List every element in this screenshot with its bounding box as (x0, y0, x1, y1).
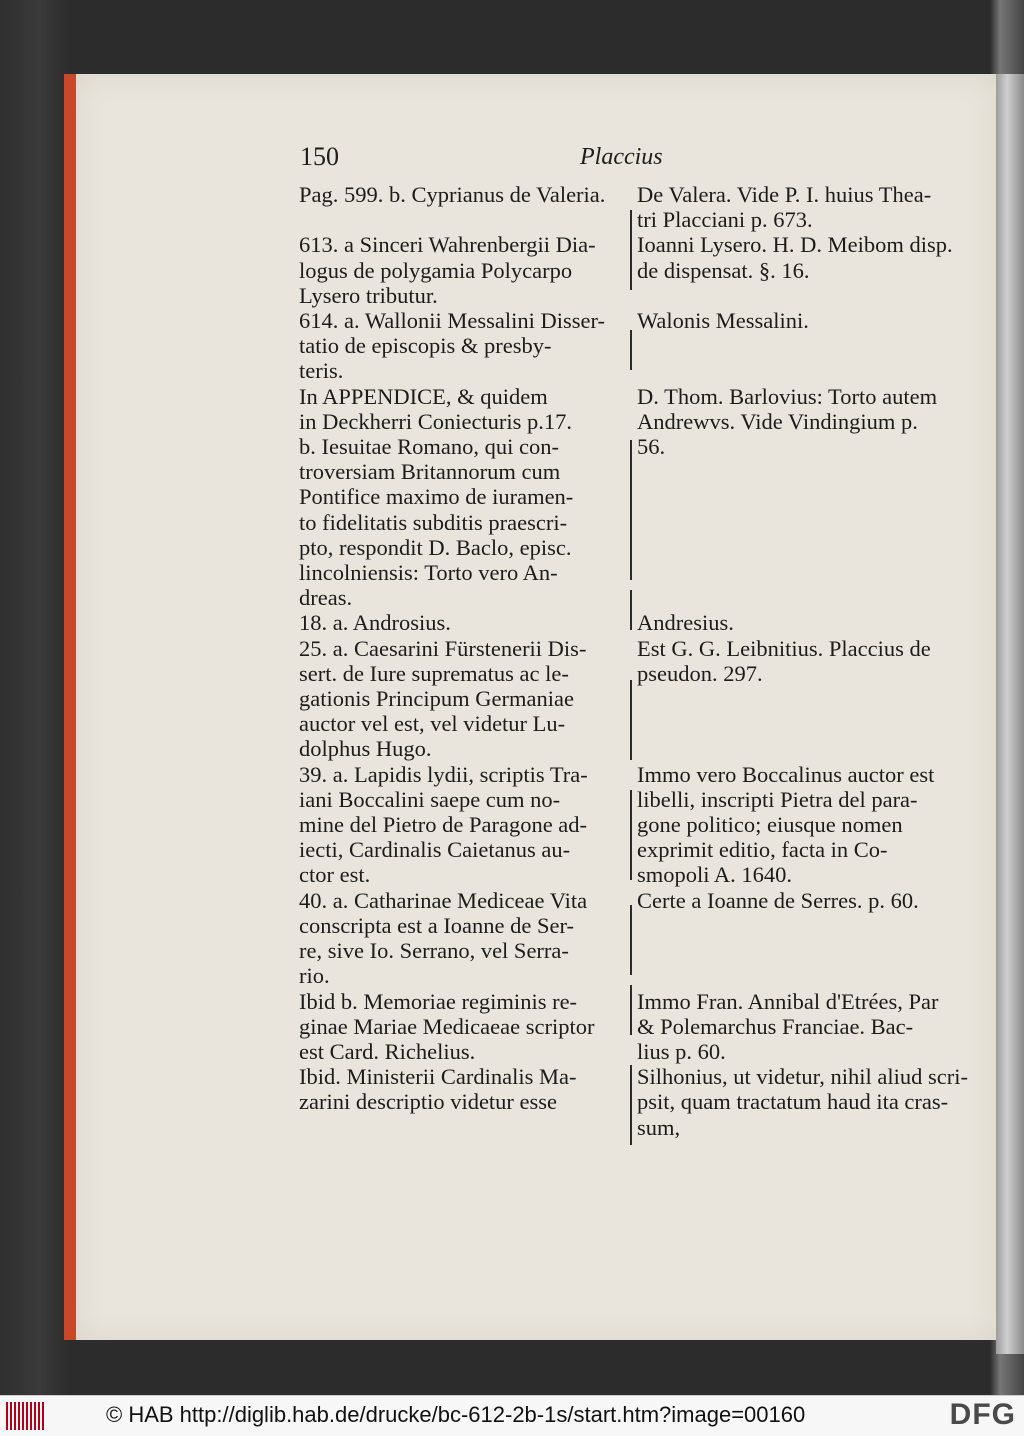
blank-line (637, 711, 957, 736)
blank-line (637, 484, 957, 509)
entry-line: tatio de episcopis & presby- (299, 333, 552, 359)
index-entry (299, 610, 629, 635)
index-entry (299, 762, 629, 888)
entry-line: gationis Principum Germaniae (299, 686, 574, 712)
entry-line: lius p. 60. (637, 1038, 726, 1064)
index-entry (637, 989, 957, 1065)
entry-line: dolphus Hugo. (299, 736, 432, 762)
blank-line (637, 333, 957, 358)
entry-line: 39. a. Lapidis lydii, scriptis Tra- (299, 761, 588, 787)
index-entry (299, 182, 629, 207)
entry-line: 40. a. Catharinae Mediceae Vita (299, 887, 588, 913)
entry-line: de dispensat. §. 16. (637, 257, 810, 283)
entry-line: Silhonius, ut videtur, nihil aliud scri- (637, 1064, 968, 1090)
index-entry (299, 636, 629, 762)
entry-line: ctor est. (299, 862, 371, 888)
column-rule (630, 790, 632, 880)
column-rule (630, 210, 632, 290)
entry-line: smopoli A. 1640. (637, 862, 793, 888)
page-header (300, 142, 964, 182)
entry-line: auctor vel est, vel videtur Lu- (299, 711, 566, 737)
entry-line: Pag. 599. b. Cyprianus de Valeria. (299, 182, 606, 207)
entry-line: exprimit editio, facta in Co- (637, 837, 888, 863)
entry-line: sert. de Iure suprematus ac le- (299, 660, 569, 686)
entry-line: est Card. Richelius. (299, 1038, 476, 1064)
entry-line: Immo Fran. Annibal d'Etrées, Par (637, 988, 939, 1014)
hab-barcode-logo-icon (6, 1402, 46, 1430)
entry-line: zarini descriptio videtur esse (299, 1089, 558, 1115)
column-rule (630, 1065, 632, 1145)
entry-line: re, sive Io. Serrano, vel Serra- (299, 938, 569, 964)
left-column (299, 182, 629, 1115)
blank-line (637, 736, 957, 761)
copyright-url[interactable]: © HAB http://diglib.hab.de/drucke/bc-612-2b-1s/start.htm?image=00160 (106, 1402, 806, 1427)
blank-line (637, 459, 957, 484)
entry-line: b. Iesuitae Romano, qui con- (299, 434, 559, 460)
entry-line: 613. a Sinceri Wahrenbergii Dia- (299, 232, 596, 258)
blank-line (637, 283, 957, 308)
entry-line: Lysero tributur. (299, 282, 438, 308)
entry-line: tri Placciani p. 673. (637, 207, 813, 233)
entry-line: psit, quam tractatum haud ita cras- (637, 1089, 949, 1115)
entry-line: 614. a. Wallonii Messalini Disser- (299, 308, 606, 334)
column-rule (630, 905, 632, 975)
index-entry (299, 989, 629, 1065)
entry-line: Andresius. (637, 610, 734, 636)
index-entry (637, 232, 957, 282)
column-rule (630, 985, 632, 1035)
column-rule (630, 590, 632, 630)
blank-line (637, 686, 957, 711)
entry-line: logus de polygamia Polycarpo (299, 257, 573, 283)
index-entry (637, 610, 957, 635)
viewer-footer (0, 1395, 1024, 1436)
entry-line: & Polemarchus Franciae. Bac- (637, 1013, 914, 1039)
index-entry (299, 1064, 629, 1114)
entry-line: to fidelitatis subditis praescri- (299, 509, 568, 535)
index-entry (637, 636, 957, 686)
entry-line: pseudon. 297. (637, 660, 763, 686)
entry-line: Pontifice maximo de iuramen- (299, 484, 574, 510)
entry-line: Certe a Ioanne de Serres. p. 60. (637, 887, 919, 913)
index-entry (637, 384, 957, 460)
entry-line: lincolniensis: Torto vero An- (299, 560, 558, 586)
column-rule (630, 330, 632, 370)
entry-line: sum, (637, 1114, 681, 1140)
entry-line: conscripta est a Ioanne de Ser- (299, 912, 575, 938)
blank-line (637, 560, 957, 585)
entry-line: teris. (299, 358, 344, 384)
entry-line: troversiam Britannorum cum (299, 459, 561, 485)
blank-line (637, 585, 957, 610)
dfg-logo: DFG (949, 1398, 1016, 1431)
blank-line (299, 207, 629, 232)
entry-line: libelli, inscripti Pietra del para- (637, 786, 918, 812)
entry-line: Ioanni Lysero. H. D. Meibom disp. (637, 232, 953, 258)
running-title: Placcius (580, 144, 663, 170)
entry-line: Andrewvs. Vide Vindingium p. (637, 408, 918, 434)
entry-line: Walonis Messalini. (637, 308, 809, 334)
entry-line: 18. a. Androsius. (299, 610, 451, 636)
entry-line: Ibid b. Memoriae regiminis re- (299, 988, 578, 1014)
blank-line (637, 510, 957, 535)
entry-line: In APPENDICE, & quidem (299, 383, 548, 409)
index-entry (299, 232, 629, 308)
entry-line: iani Boccalini saepe cum no- (299, 786, 561, 812)
entry-line: ginae Mariae Medicaeae scriptor (299, 1013, 595, 1039)
entry-line: gone politico; eiusque nomen (637, 812, 903, 838)
next-page-strip (996, 74, 1024, 1354)
column-rule (630, 440, 632, 580)
index-entry (299, 888, 629, 989)
index-entry (637, 762, 957, 888)
entry-line: D. Thom. Barlovius: Torto autem (637, 383, 938, 409)
blank-line (637, 358, 957, 383)
entry-line: mine del Pietro de Paragone ad- (299, 812, 588, 838)
entry-line: Est G. G. Leibnitius. Placcius de (637, 635, 931, 661)
page-red-edge (64, 74, 76, 1340)
blank-line (637, 963, 957, 988)
entry-line: iecti, Cardinalis Caietanus au- (299, 837, 571, 863)
entry-line: rio. (299, 963, 330, 989)
index-entry (637, 1064, 968, 1140)
index-entry (637, 308, 957, 333)
entry-line: Ibid. Ministerii Cardinalis Ma- (299, 1064, 577, 1090)
blank-line (637, 535, 957, 560)
page-number: 150 (300, 142, 339, 171)
entry-line: pto, respondit D. Baclo, episc. (299, 534, 572, 560)
entry-line: dreas. (299, 585, 353, 611)
entry-line: 56. (637, 434, 666, 460)
entry-line: 25. a. Caesarini Fürstenerii Dis- (299, 635, 587, 661)
column-rule (630, 680, 632, 760)
blank-line (637, 913, 957, 938)
index-entry (637, 182, 957, 232)
index-entry (299, 308, 629, 384)
index-entry (637, 888, 957, 913)
entry-line: Immo vero Boccalinus auctor est (637, 761, 935, 787)
entry-line: in Deckherri Coniecturis p.17. (299, 408, 573, 434)
index-entry (299, 384, 629, 611)
blank-line (637, 938, 957, 963)
right-column (637, 182, 968, 1140)
entry-line: De Valera. Vide P. I. huius Thea- (637, 182, 932, 207)
